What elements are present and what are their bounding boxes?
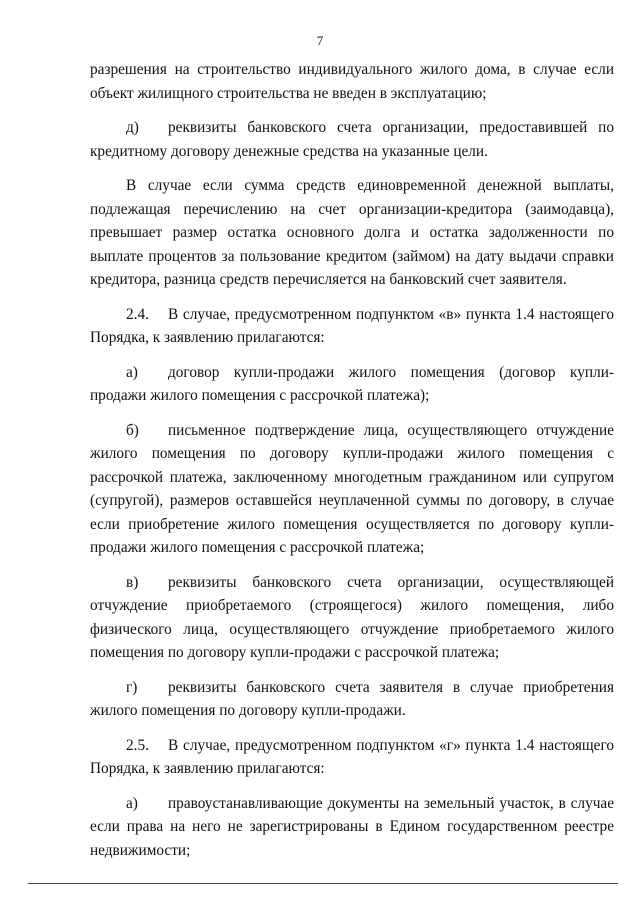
paragraph	[90, 361, 614, 408]
paragraph-text: В случае если сумма средств единовременной денежной выплаты, подлежащая перечислению на счет организации-кредитора (заимодавца), превышает размер остатка основного долга и остатка задолженности по выплате процентов за пользование кредитом (займом) на дату выдачи справки кредитора, разница средств перечисляется на банковский счет заявителя.	[90, 177, 614, 288]
list-marker: в)	[126, 573, 139, 591]
list-marker: а)	[126, 363, 138, 381]
paragraph	[90, 734, 614, 781]
section-number: 2.5.	[126, 736, 149, 754]
paragraph-text: письменное подтверждение лица, осуществляющего отчуждение жилого помещения по договору купли-продажи жилого помещения с рассрочкой платежа, заключенному многодетным гражданином или супругом (супругой), размеров оставшейся неуплаченной суммы по договору, в случае если приобретение жилого помещения осуществляется по договору купли-продажи жилого помещения с рассрочкой платежа;	[90, 421, 614, 556]
paragraph	[90, 174, 614, 292]
paragraph	[90, 303, 614, 350]
list-marker: б)	[126, 421, 139, 439]
paragraph	[90, 58, 614, 105]
document-body	[90, 58, 614, 873]
paragraph-text: В случае, предусмотренном подпунктом «в» пункта 1.4 настоящего Порядка, к заявлению прилагаются:	[90, 305, 614, 346]
paragraph-text: правоустанавливающие документы на земельный участок, в случае если права на него не зарегистрированы в Едином государственном реестре недвижимости;	[90, 794, 614, 859]
list-marker: д)	[126, 119, 139, 136]
paragraph	[90, 676, 614, 723]
paragraph	[90, 571, 614, 665]
paragraph-text: В случае, предусмотренном подпунктом «г» пункта 1.4 настоящего Порядка, к заявлению прилагаются:	[90, 736, 614, 777]
list-marker: а)	[126, 794, 138, 812]
paragraph-text: реквизиты банковского счета организации, предоставившей по кредитному договору денежные средства на указанные цели.	[90, 119, 614, 160]
paragraph	[90, 792, 614, 863]
paragraph-text: реквизиты банковского счета заявителя в случае приобретения жилого помещения по договору купли-продажи.	[90, 678, 614, 719]
list-marker: г)	[126, 678, 138, 696]
paragraph	[90, 419, 614, 560]
page-number: 7	[316, 33, 324, 48]
paragraph	[90, 116, 614, 163]
paragraph-text: договор купли-продажи жилого помещения (договор купли-продажи жилого помещения с рассрочкой платежа);	[90, 363, 614, 404]
paragraph-text: реквизиты банковского счета организации, осуществляющей отчуждение приобретаемого (строящегося) жилого помещения, либо физического лица, осуществляющего отчуждение приобретаемого жилого помещения по договору купли-продажи с рассрочкой платежа;	[90, 573, 614, 661]
page-bottom-rule	[28, 883, 618, 884]
section-number: 2.4.	[126, 305, 149, 323]
paragraph-text: разрешения на строительство индивидуального жилого дома, в случае если объект жилищного строительства не введен в эксплуатацию;	[90, 61, 614, 102]
